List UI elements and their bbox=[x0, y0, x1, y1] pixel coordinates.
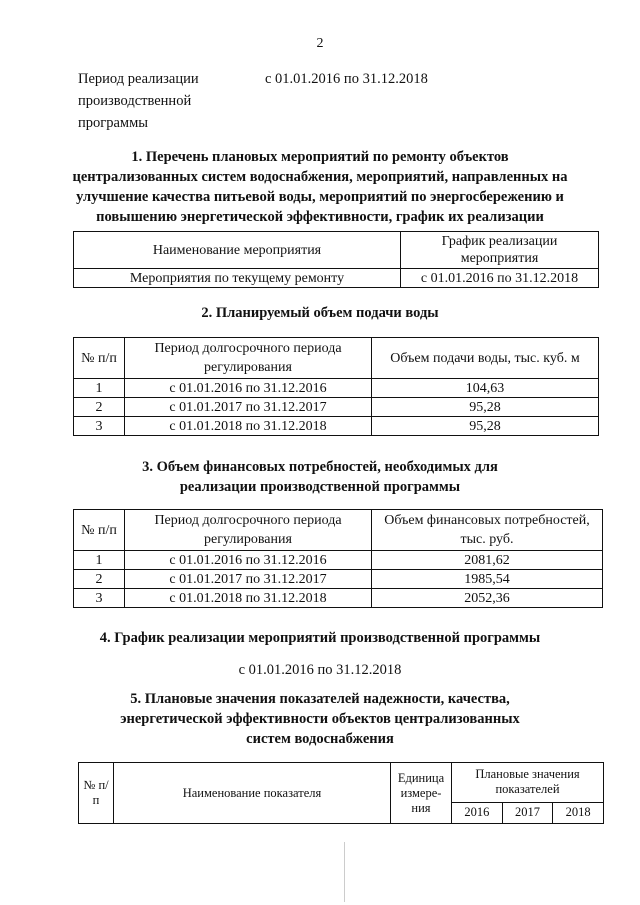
section5-title-line: энергетической эффективности объектов централизованных bbox=[120, 711, 520, 727]
column-header: № п/п bbox=[79, 763, 114, 824]
table-row bbox=[74, 417, 599, 436]
table-cell: 1 bbox=[74, 379, 125, 398]
section2-title: 2. Планируемый объем подачи воды bbox=[201, 305, 439, 321]
table-header-row bbox=[74, 338, 599, 379]
table-row bbox=[74, 589, 603, 608]
table-cell: 1 bbox=[74, 551, 125, 570]
section1-title-line: улучшение качества питьевой воды, мероприятий по энергосбережению и bbox=[76, 189, 564, 205]
table-cell: с 01.01.2018 по 31.12.2018 bbox=[125, 589, 372, 608]
year-header: 2017 bbox=[502, 802, 553, 823]
table-header-row bbox=[74, 232, 599, 269]
section1-title-line: 1. Перечень плановых мероприятий по ремонту объектов bbox=[131, 149, 509, 165]
column-header: № п/п bbox=[74, 338, 125, 379]
section3-title-line: реализации производственной программы bbox=[179, 479, 461, 495]
table-cell: 2052,36 bbox=[372, 589, 603, 608]
table-row bbox=[74, 551, 603, 570]
table-cell: с 01.01.2016 по 31.12.2016 bbox=[125, 379, 372, 398]
table-row bbox=[74, 379, 599, 398]
period-label bbox=[78, 68, 228, 134]
table-row bbox=[74, 269, 599, 288]
column-header: Период долгосрочного периода регулирования bbox=[125, 510, 372, 551]
section1-title bbox=[0, 147, 640, 227]
table-header-row bbox=[74, 510, 603, 551]
section3-title-line: 3. Объем финансовых потребностей, необходимых для bbox=[142, 459, 498, 475]
column-header: График реализации мероприятия bbox=[401, 232, 599, 269]
year-header: 2016 bbox=[452, 802, 503, 823]
page-number: 2 bbox=[316, 36, 324, 51]
table-cell: 2081,62 bbox=[372, 551, 603, 570]
column-header: Наименование мероприятия bbox=[74, 232, 401, 269]
table-cell: с 01.01.2016 по 31.12.2018 bbox=[401, 269, 599, 288]
section5-title bbox=[0, 689, 640, 749]
table-cell: с 01.01.2017 по 31.12.2017 bbox=[125, 570, 372, 589]
table-cell: 95,28 bbox=[372, 398, 599, 417]
section3-title bbox=[0, 457, 640, 497]
table-cell: 3 bbox=[74, 589, 125, 608]
column-header: Единица измере-ния bbox=[391, 763, 452, 824]
section4-period: с 01.01.2016 по 31.12.2018 bbox=[238, 662, 402, 678]
column-header: Период долгосрочного периода регулирования bbox=[125, 338, 372, 379]
table-cell: с 01.01.2017 по 31.12.2017 bbox=[125, 398, 372, 417]
table-cell: Мероприятия по текущему ремонту bbox=[74, 269, 401, 288]
table-row bbox=[74, 398, 599, 417]
measures-table bbox=[73, 231, 599, 288]
period-label-line: программы bbox=[78, 115, 148, 131]
column-header: Объем финансовых потребностей, тыс. руб. bbox=[372, 510, 603, 551]
table-cell: 104,63 bbox=[372, 379, 599, 398]
table-cell: 2 bbox=[74, 570, 125, 589]
financial-needs-table bbox=[73, 509, 603, 608]
section1-title-line: повышению энергетической эффективности, график их реализации bbox=[96, 209, 544, 225]
section5-title-line: 5. Плановые значения показателей надежности, качества, bbox=[130, 691, 510, 707]
table-cell: с 01.01.2018 по 31.12.2018 bbox=[125, 417, 372, 436]
table-header-row bbox=[79, 763, 604, 803]
water-supply-table bbox=[73, 337, 599, 436]
column-header: Наименование показателя bbox=[114, 763, 391, 824]
section1-title-line: централизованных систем водоснабжения, мероприятий, направленных на bbox=[72, 169, 568, 185]
table-cell: 2 bbox=[74, 398, 125, 417]
table-row bbox=[74, 570, 603, 589]
period-value: с 01.01.2016 по 31.12.2018 bbox=[265, 71, 428, 87]
period-label-line: производственной bbox=[78, 93, 192, 109]
column-header: № п/п bbox=[74, 510, 125, 551]
table-cell: с 01.01.2016 по 31.12.2016 bbox=[125, 551, 372, 570]
table-cell: 1985,54 bbox=[372, 570, 603, 589]
table-cell: 3 bbox=[74, 417, 125, 436]
column-header: Плановые значения показателей bbox=[452, 763, 604, 803]
section4-title: 4. График реализации мероприятий производственной программы bbox=[99, 630, 541, 646]
period-label-line: Период реализации bbox=[78, 71, 199, 87]
fold-line bbox=[344, 842, 345, 902]
section5-title-line: систем водоснабжения bbox=[246, 731, 394, 747]
indicators-table bbox=[78, 762, 604, 824]
column-header: Объем подачи воды, тыс. куб. м bbox=[372, 338, 599, 379]
year-header: 2018 bbox=[553, 802, 604, 823]
table-cell: 95,28 bbox=[372, 417, 599, 436]
